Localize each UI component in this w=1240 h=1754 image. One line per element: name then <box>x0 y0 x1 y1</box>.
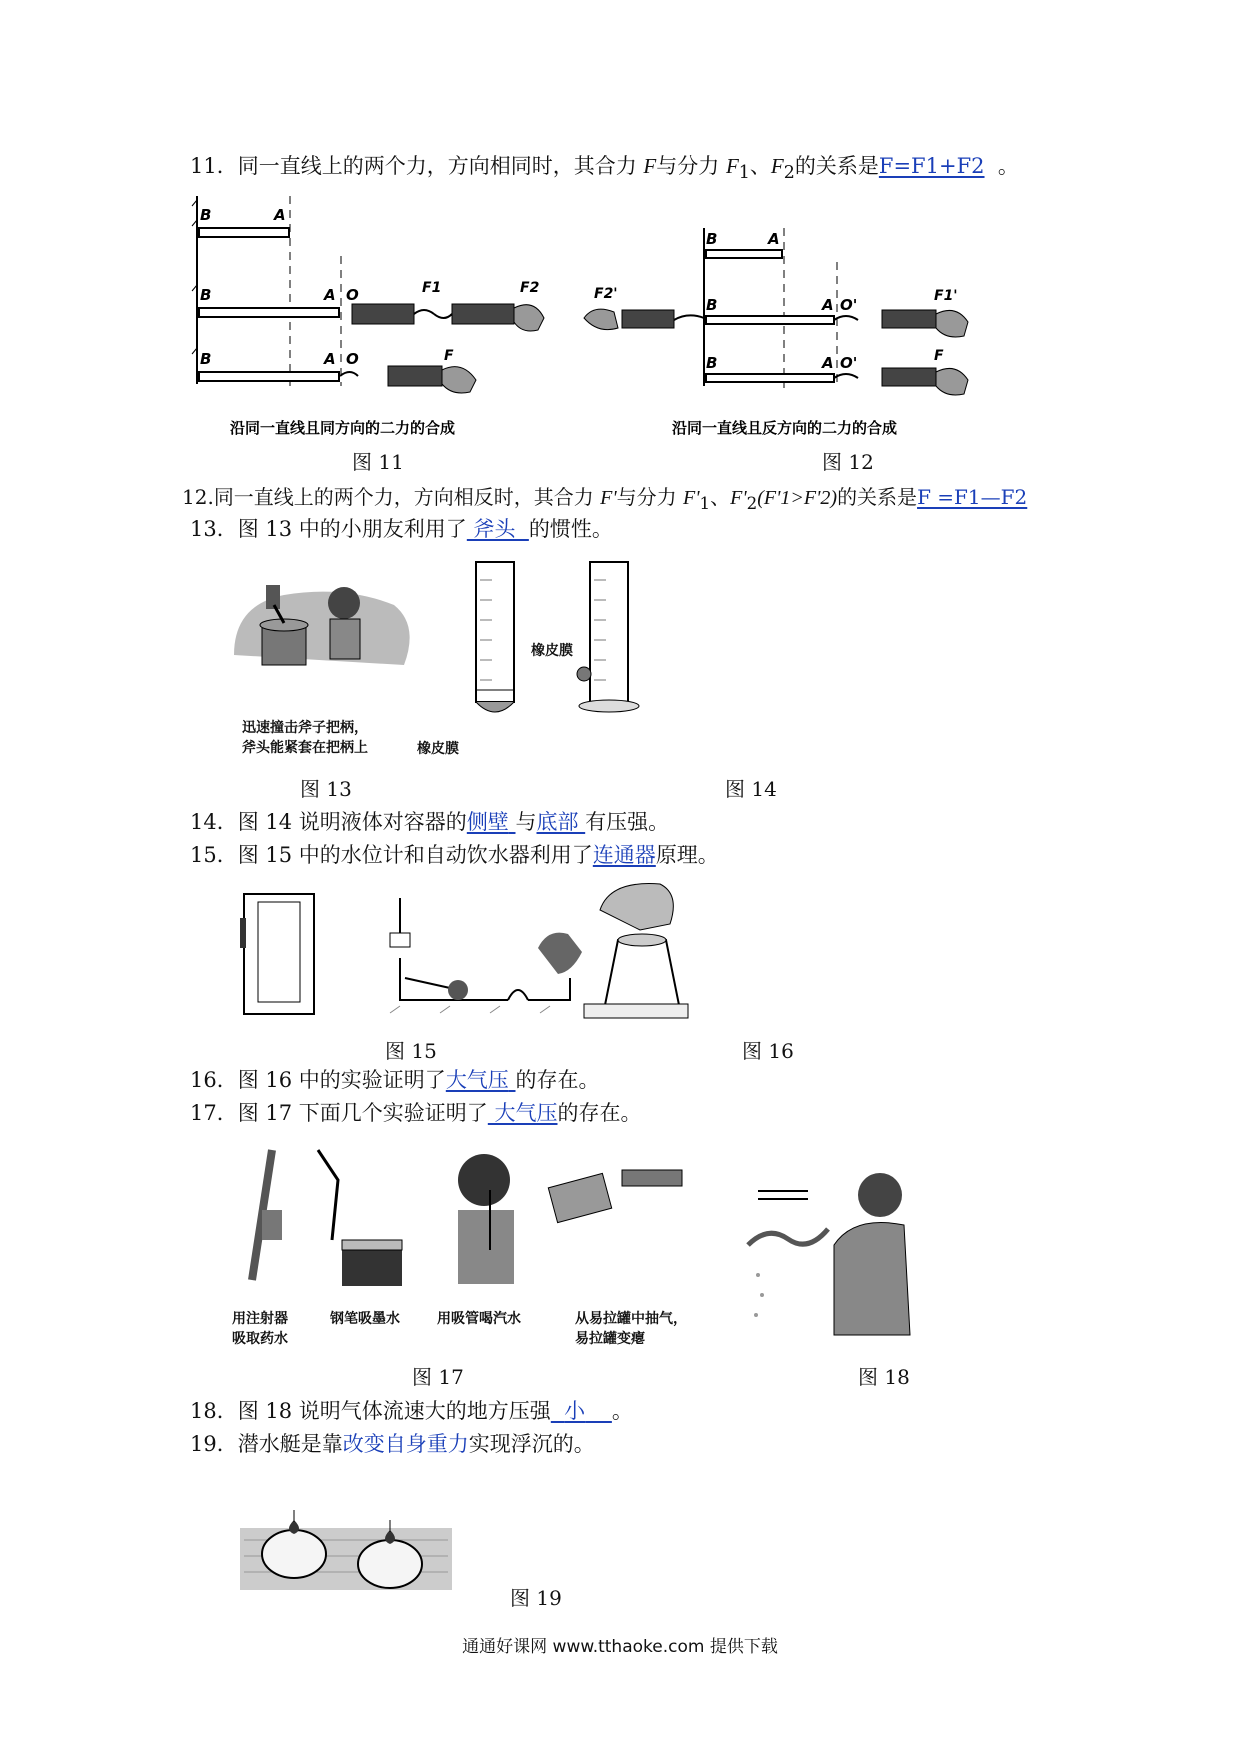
svg-text:O': O' <box>840 354 858 372</box>
figure-17-label-can-2: 易拉罐变瘪 <box>575 1331 645 1347</box>
figure-16 <box>580 880 690 1020</box>
svg-text:O: O <box>346 350 359 368</box>
question-11: 11．同一直线上的两个力，方向相同时，其合力 F与分力 $F_1$、$F_2$的关系是F=F1+F2 。 <box>190 154 1019 184</box>
svg-text:O': O' <box>840 296 858 314</box>
answer-16: 大气压 <box>445 1068 509 1092</box>
question-18: 18．图 18 说明气体流速大的地方压强 小 。 <box>190 1399 633 1423</box>
question-13: 13．图 13 中的小朋友利用了 斧头 的惯性。 <box>190 517 613 541</box>
answer-14-bottom: 底部 <box>536 810 579 834</box>
question-16: 16．图 16 中的实验证明了大气压 的存在。 <box>190 1068 600 1092</box>
figure-17-label-straw: 用吸管喝汽水 <box>437 1311 521 1327</box>
question-15: 15．图 15 中的水位计和自动饮水器利用了连通器原理。 <box>190 843 719 867</box>
figure-11-title: 沿同一直线且同方向的二力的合成 <box>230 419 456 437</box>
answer-12: F =F1—F2 <box>917 485 1028 509</box>
answer-18: 小 <box>564 1399 586 1423</box>
figure-18 <box>738 1155 913 1345</box>
question-19: 19．潜水艇是靠改变自身重力实现浮沉的。 <box>190 1432 595 1456</box>
figure-17 <box>232 1140 712 1290</box>
label-b: B <box>200 206 212 224</box>
svg-text:A: A <box>324 286 336 304</box>
figure-13-label-1: 迅速撞击斧子把柄， <box>242 720 368 736</box>
figure-14-label-membrane-bottom: 橡皮膜 <box>417 741 459 757</box>
svg-text:F: F <box>444 348 454 364</box>
svg-text:A: A <box>822 354 834 372</box>
svg-text:A: A <box>822 296 834 314</box>
caption-figure-13: 图 13 <box>300 777 352 801</box>
answer-13: 斧头 <box>473 517 516 541</box>
answer-17: 大气压 <box>494 1101 558 1125</box>
svg-text:A: A <box>274 206 286 224</box>
question-17: 17．图 17 下面几个实验证明了 大气压的存在。 <box>190 1101 642 1125</box>
caption-figure-14: 图 14 <box>725 777 777 801</box>
footer: 通通好课网 www.tthaoke.com 提供下载 <box>462 1637 778 1657</box>
figure-12 <box>582 228 992 446</box>
svg-text:B: B <box>706 230 718 248</box>
svg-text:F1: F1 <box>422 280 442 296</box>
svg-text:A: A <box>768 230 780 248</box>
svg-text:B: B <box>706 354 718 372</box>
caption-figure-12: 图 12 <box>822 450 874 474</box>
svg-text:F1': F1' <box>934 288 958 304</box>
figure-13 <box>232 575 417 695</box>
figure-12-title: 沿同一直线且反方向的二力的合成 <box>672 419 898 437</box>
answer-14-side: 侧壁 <box>466 810 509 834</box>
answer-11: F=F1+F2 <box>878 154 985 178</box>
question-12: 12.同一直线上的两个力，方向相反时，其合力 F'与分力 $F'_1$、$F'_2(F'1>F'2)$的关系是F =F1—F2 <box>182 485 1028 513</box>
figure-17-label-can-1: 从易拉罐中抽气， <box>575 1311 687 1327</box>
figure-19 <box>240 1500 455 1595</box>
question-14: 14．图 14 说明液体对容器的侧壁 与底部 有压强。 <box>190 810 670 834</box>
svg-text:A: A <box>324 350 336 368</box>
svg-text:F: F <box>934 348 944 364</box>
svg-text:O: O <box>346 286 359 304</box>
figure-13-label-2: 斧头能紧套在把柄上 <box>242 740 368 756</box>
svg-text:B: B <box>706 296 718 314</box>
caption-figure-16: 图 16 <box>742 1039 794 1063</box>
figure-17-label-syringe-1: 用注射器 <box>232 1311 288 1327</box>
answer-19: 改变自身重力 <box>342 1432 469 1456</box>
figure-14-label-membrane-side: 橡皮膜 <box>531 643 573 659</box>
svg-text:F2': F2' <box>594 286 618 302</box>
caption-figure-19: 图 19 <box>510 1586 562 1610</box>
answer-15: 连通器 <box>592 843 656 867</box>
caption-figure-17: 图 17 <box>412 1365 464 1389</box>
caption-figure-18: 图 18 <box>858 1365 910 1389</box>
figure-17-label-pen: 钢笔吸墨水 <box>330 1311 400 1327</box>
caption-figure-15: 图 15 <box>385 1039 437 1063</box>
figure-17-label-syringe-2: 吸取药水 <box>232 1331 288 1347</box>
caption-figure-11: 图 11 <box>352 450 404 474</box>
svg-text:F2: F2 <box>520 280 540 296</box>
svg-text:B: B <box>200 350 212 368</box>
svg-text:B: B <box>200 286 212 304</box>
